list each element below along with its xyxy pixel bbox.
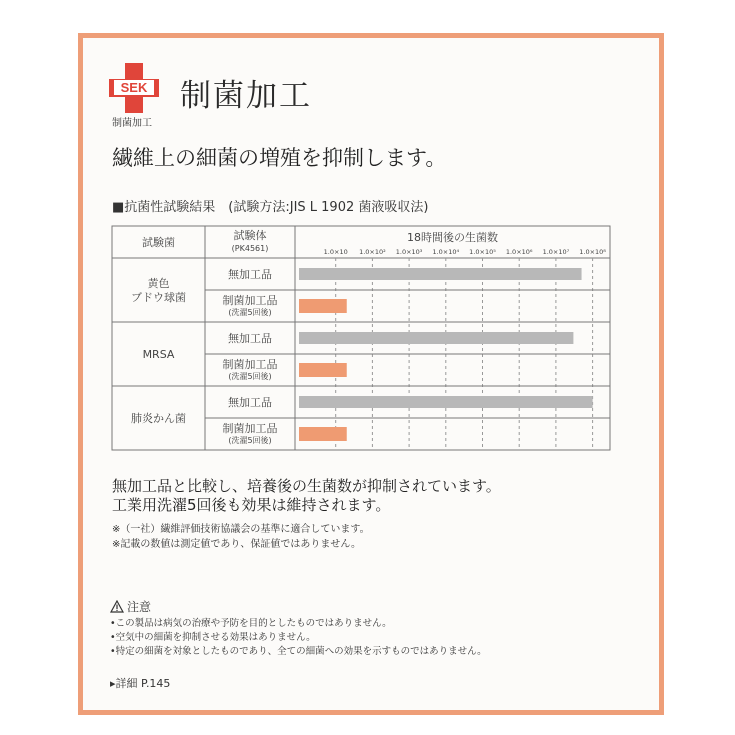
x-tick-label: 1.0×10⁵ xyxy=(469,248,496,256)
summary-line: 工業用洗濯5回後も効果は維持されます。 xyxy=(112,496,391,514)
bar xyxy=(299,363,347,377)
x-tick-label: 1.0×10⁴ xyxy=(432,248,460,256)
bar xyxy=(299,268,582,280)
x-tick-label: 1.0×10³ xyxy=(395,248,423,256)
x-tick-label: 1.0×10 xyxy=(323,248,348,256)
page-subtitle: 繊維上の細菌の増殖を抑制します。 xyxy=(112,146,447,170)
sample-sublabel: (洗濯5回後) xyxy=(228,372,272,381)
sample-sublabel: (洗濯5回後) xyxy=(228,308,272,317)
sample-label: 制菌加工品 xyxy=(222,358,278,371)
caution-item: •特定の細菌を対象としたものであり、全ての細菌への効果を示すものではありません。 xyxy=(110,646,487,657)
x-tick-label: 1.0×10⁷ xyxy=(542,248,570,256)
sample-label: 無加工品 xyxy=(228,332,272,345)
header-organism: 試験菌 xyxy=(142,236,175,249)
organism-label: 黄色 xyxy=(147,277,170,290)
bar xyxy=(299,427,347,441)
detail-link[interactable]: ▸詳細 P.145 xyxy=(110,677,171,690)
header-sample: 試験体 xyxy=(233,229,267,242)
x-tick-label: 1.0×10⁸ xyxy=(579,248,606,256)
bar xyxy=(299,332,573,344)
note: ※記載の数値は測定値であり、保証値ではありません。 xyxy=(112,539,361,550)
x-tick-label: 1.0×10² xyxy=(359,248,386,256)
organism-label: MRSA xyxy=(142,348,175,361)
note: ※（一社）繊維評価技術協議会の基準に適合しています。 xyxy=(112,524,370,535)
caution-item: •この製品は病気の治療や予防を目的としたものではありません。 xyxy=(110,618,392,629)
summary-line: 無加工品と比較し、培養後の生菌数が抑制されています。 xyxy=(112,477,501,495)
page-title: 制菌加工 xyxy=(180,78,312,114)
x-tick-label: 1.0×10⁶ xyxy=(505,248,533,256)
sample-label: 制菌加工品 xyxy=(222,294,278,307)
logo-text: SEK xyxy=(120,80,148,95)
sample-sublabel: (洗濯5回後) xyxy=(228,436,272,445)
caution-item: •空気中の細菌を抑制させる効果はありません。 xyxy=(110,632,316,643)
header-value: 18時間後の生菌数 xyxy=(407,231,498,244)
bar xyxy=(299,299,347,313)
caution-label: 注意 xyxy=(127,600,152,614)
warning-icon xyxy=(110,600,124,613)
summary xyxy=(112,477,501,515)
logo-caption: 制菌加工 xyxy=(112,118,152,129)
organism-label: ブドウ球菌 xyxy=(131,291,186,304)
organism-label: 肺炎かん菌 xyxy=(131,412,186,425)
table-caption: ■抗菌性試験結果 (試験方法:JIS L 1902 菌液吸収法) xyxy=(112,200,429,215)
caution-title xyxy=(110,598,151,615)
header-sample-code: (PK4561) xyxy=(231,244,269,253)
sample-label: 制菌加工品 xyxy=(222,422,278,435)
sample-label: 無加工品 xyxy=(228,396,272,409)
sample-label: 無加工品 xyxy=(228,268,272,281)
bar xyxy=(299,396,593,408)
